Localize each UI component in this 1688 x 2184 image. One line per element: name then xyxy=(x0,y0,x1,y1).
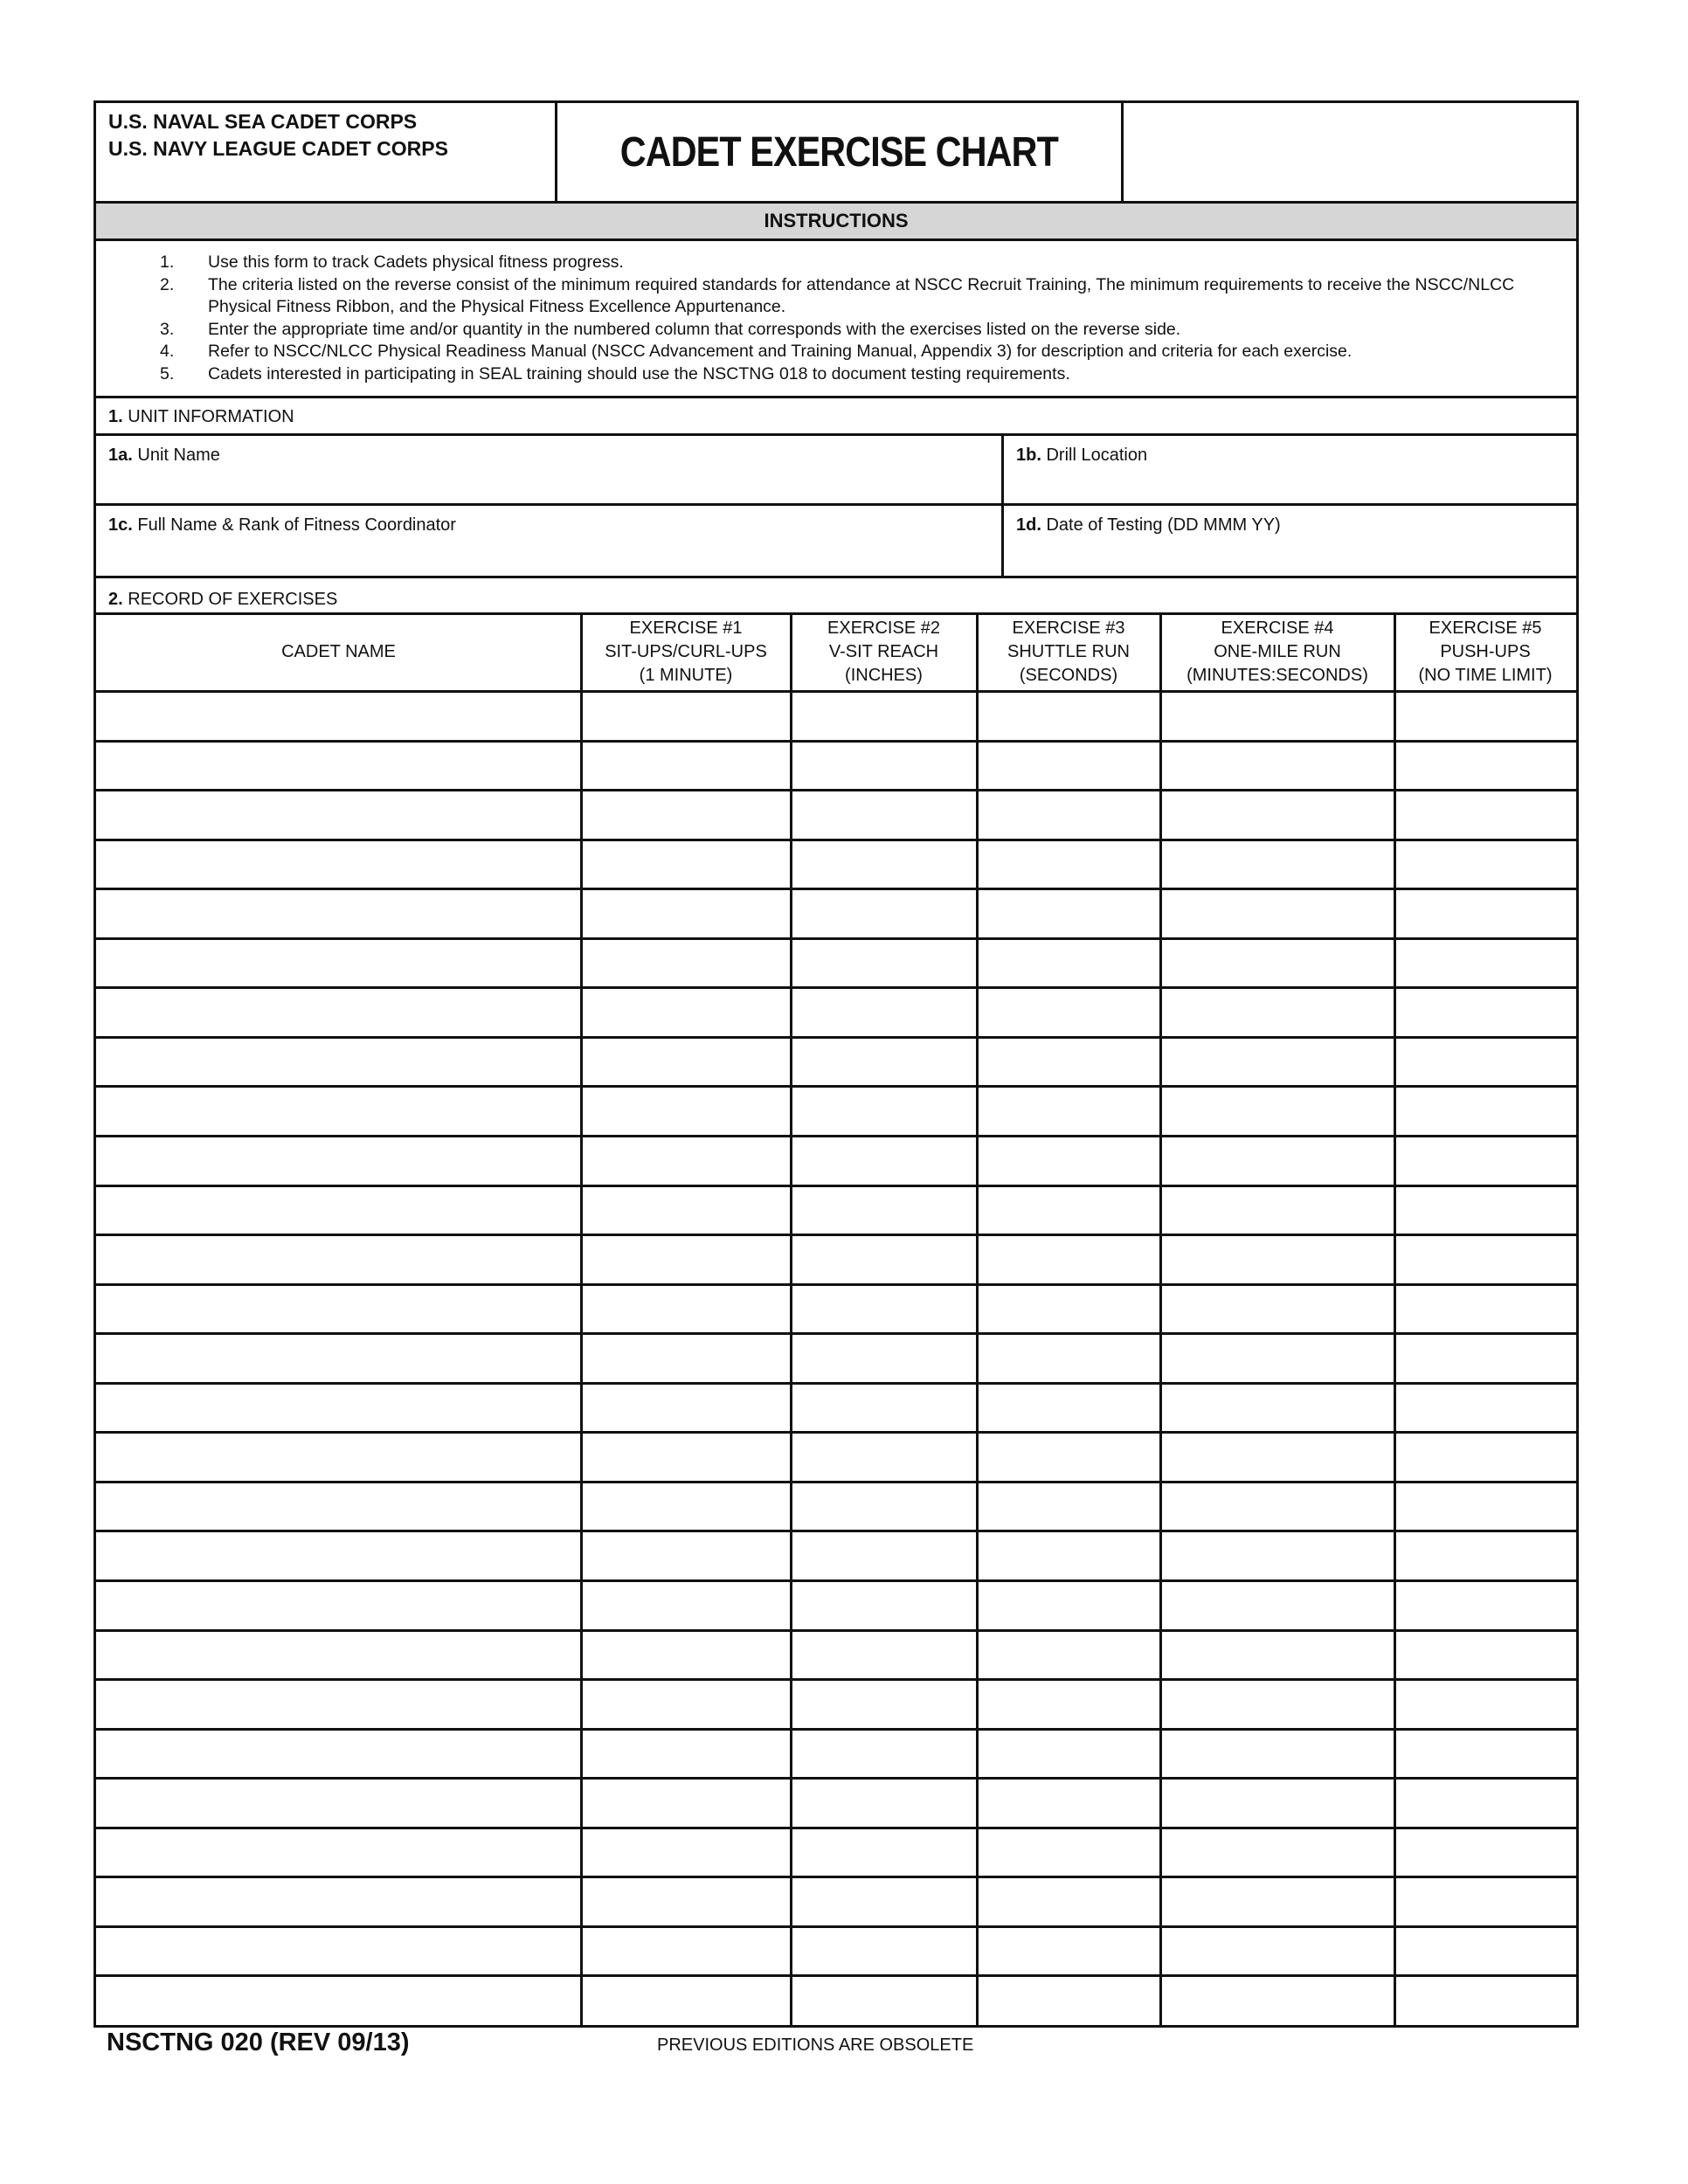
column-divider xyxy=(976,612,979,2025)
table-cell-exercise-4[interactable] xyxy=(1160,790,1394,840)
table-cell-exercise-4[interactable] xyxy=(1160,1630,1394,1680)
table-cell-cadet-name[interactable] xyxy=(96,938,581,988)
table-cell-exercise-2[interactable] xyxy=(791,888,977,938)
table-cell-cadet-name[interactable] xyxy=(96,1876,581,1926)
row-rule xyxy=(96,1332,1576,1335)
table-cell-exercise-1[interactable] xyxy=(581,1234,791,1284)
column-header-line: EXERCISE #5 xyxy=(1429,618,1542,638)
header-rule xyxy=(96,690,1576,693)
table-cell-exercise-2[interactable] xyxy=(791,1729,977,1779)
table-cell-cadet-name[interactable] xyxy=(96,741,581,791)
table-cell-exercise-2[interactable] xyxy=(791,1828,977,1877)
row-rule xyxy=(96,1481,1576,1483)
table-cell-exercise-2[interactable] xyxy=(791,1383,977,1433)
table-cell-exercise-2[interactable] xyxy=(791,1580,977,1630)
table-cell-exercise-3[interactable] xyxy=(977,1383,1160,1433)
row-rule xyxy=(96,789,1576,791)
table-cell-exercise-2[interactable] xyxy=(791,1185,977,1235)
table-cell-exercise-4[interactable] xyxy=(1160,741,1394,791)
section-2-number: 2. xyxy=(108,590,123,609)
table-cell-exercise-2[interactable] xyxy=(791,1136,977,1185)
table-cell-exercise-5[interactable] xyxy=(1394,987,1576,1037)
column-divider xyxy=(1394,612,1396,2025)
instruction-item xyxy=(96,363,1576,386)
instruction-item xyxy=(96,319,1576,342)
table-cell-exercise-1[interactable] xyxy=(581,741,791,791)
table-cell-exercise-2[interactable] xyxy=(791,987,977,1037)
table-cell-exercise-1[interactable] xyxy=(581,1333,791,1383)
column-header-line: (1 MINUTE) xyxy=(639,665,733,685)
column-header-line: EXERCISE #2 xyxy=(827,618,940,638)
table-cell-exercise-3[interactable] xyxy=(977,1136,1160,1185)
table-cell-exercise-2[interactable] xyxy=(791,1284,977,1334)
column-header-exercise-3 xyxy=(977,612,1160,691)
instruction-text: Enter the appropriate time and/or quantity in the numbered column that corresponds with the exercises listed on the reverse side. xyxy=(208,319,1181,339)
row-rule xyxy=(96,1974,1576,1977)
row-rule xyxy=(96,1431,1576,1434)
table-cell-exercise-1[interactable] xyxy=(581,1630,791,1680)
cadet-exercise-form xyxy=(93,100,1579,2028)
table-cell-exercise-4[interactable] xyxy=(1160,1580,1394,1630)
table-cell-exercise-1[interactable] xyxy=(581,1383,791,1433)
form-title: CADET EXERCISE CHART xyxy=(619,129,1059,176)
column-header-line: PUSH-UPS xyxy=(1440,641,1531,661)
table-cell-exercise-5[interactable] xyxy=(1394,1333,1576,1383)
table-cell-exercise-2[interactable] xyxy=(791,1975,977,2025)
column-header-line: (MINUTES:SECONDS) xyxy=(1186,665,1368,685)
table-cell-exercise-3[interactable] xyxy=(977,1482,1160,1531)
table-cell-exercise-4[interactable] xyxy=(1160,1284,1394,1334)
row-rule xyxy=(96,1629,1576,1632)
table-cell-exercise-5[interactable] xyxy=(1394,1185,1576,1235)
instruction-item xyxy=(96,252,1576,274)
table-cell-cadet-name[interactable] xyxy=(96,987,581,1037)
table-cell-exercise-2[interactable] xyxy=(791,1086,977,1136)
row-rule xyxy=(96,1579,1576,1582)
table-cell-exercise-1[interactable] xyxy=(581,1876,791,1926)
row-rule xyxy=(96,1678,1576,1681)
section-2-title xyxy=(108,590,337,610)
table-cell-exercise-3[interactable] xyxy=(977,1630,1160,1680)
row-rule xyxy=(96,1728,1576,1731)
table-cell-exercise-5[interactable] xyxy=(1394,1432,1576,1482)
table-cell-exercise-3[interactable] xyxy=(977,1432,1160,1482)
instruction-item xyxy=(96,274,1576,319)
instruction-text: The criteria listed on the reverse consist of the minimum required standards for attendance at NSCC Recruit Training, The minimum requirements to receive the NSCC/NLCC Physical Fitness Ribbon, and the Physical Fitness Excellence Appurtenance. xyxy=(208,274,1515,316)
column-header-line: V-SIT REACH xyxy=(828,641,939,661)
column-header-line: ONE-MILE RUN xyxy=(1214,641,1341,661)
table-cell-cadet-name[interactable] xyxy=(96,1432,581,1482)
section-1-number: 1. xyxy=(108,407,123,426)
date-of-testing-label: Date of Testing (DD MMM YY) xyxy=(1046,515,1281,535)
instruction-number: 1. xyxy=(160,252,175,272)
table-cell-cadet-name[interactable] xyxy=(96,1926,581,1976)
column-header-line: EXERCISE #3 xyxy=(1012,618,1125,638)
table-cell-exercise-4[interactable] xyxy=(1160,1876,1394,1926)
table-cell-exercise-5[interactable] xyxy=(1394,1778,1576,1828)
column-header-line: (INCHES) xyxy=(845,665,923,685)
table-cell-exercise-5[interactable] xyxy=(1394,938,1576,988)
table-cell-exercise-2[interactable] xyxy=(791,840,977,889)
column-divider xyxy=(580,612,583,2025)
table-cell-exercise-5[interactable] xyxy=(1394,1828,1576,1877)
table-cell-cadet-name[interactable] xyxy=(96,1383,581,1433)
table-cell-exercise-4[interactable] xyxy=(1160,1037,1394,1087)
row-rule xyxy=(96,888,1576,890)
table-cell-exercise-3[interactable] xyxy=(977,1333,1160,1383)
table-cell-exercise-4[interactable] xyxy=(1160,691,1394,741)
table-cell-exercise-1[interactable] xyxy=(581,1679,791,1729)
instruction-text: Use this form to track Cadets physical fitness progress. xyxy=(208,252,624,272)
table-cell-exercise-1[interactable] xyxy=(581,1432,791,1482)
table-cell-exercise-2[interactable] xyxy=(791,790,977,840)
table-cell-exercise-4[interactable] xyxy=(1160,1234,1394,1284)
table-cell-exercise-1[interactable] xyxy=(581,1580,791,1630)
table-cell-exercise-2[interactable] xyxy=(791,1333,977,1383)
table-cell-exercise-3[interactable] xyxy=(977,1828,1160,1877)
instruction-number: 4. xyxy=(160,342,175,361)
table-cell-exercise-3[interactable] xyxy=(977,741,1160,791)
table-cell-exercise-3[interactable] xyxy=(977,1284,1160,1334)
table-cell-exercise-2[interactable] xyxy=(791,1432,977,1482)
form-code: NSCTNG 020 (REV 09/13) xyxy=(107,2028,410,2056)
instruction-item xyxy=(96,341,1576,363)
instructions-block xyxy=(96,252,1576,385)
table-cell-exercise-3[interactable] xyxy=(977,1926,1160,1976)
table-cell-exercise-4[interactable] xyxy=(1160,1432,1394,1482)
table-cell-exercise-4[interactable] xyxy=(1160,1926,1394,1976)
table-cell-exercise-5[interactable] xyxy=(1394,691,1576,741)
table-cell-exercise-3[interactable] xyxy=(977,790,1160,840)
instruction-number: 2. xyxy=(160,274,175,294)
table-cell-exercise-1[interactable] xyxy=(581,1037,791,1087)
table-cell-exercise-5[interactable] xyxy=(1394,1383,1576,1433)
column-divider xyxy=(1159,612,1162,2025)
table-cell-exercise-4[interactable] xyxy=(1160,1729,1394,1779)
rule xyxy=(96,396,1576,398)
row-rule xyxy=(96,1085,1576,1088)
table-cell-exercise-5[interactable] xyxy=(1394,840,1576,889)
table-cell-exercise-4[interactable] xyxy=(1160,1086,1394,1136)
table-cell-exercise-1[interactable] xyxy=(581,1828,791,1877)
table-cell-exercise-5[interactable] xyxy=(1394,1630,1576,1680)
row-rule xyxy=(96,1234,1576,1236)
table-cell-exercise-5[interactable] xyxy=(1394,1926,1576,1976)
table-cell-exercise-3[interactable] xyxy=(977,1679,1160,1729)
table-cell-exercise-5[interactable] xyxy=(1394,888,1576,938)
exercise-table xyxy=(96,612,1576,2025)
table-cell-cadet-name[interactable] xyxy=(96,691,581,741)
title-box xyxy=(557,103,1121,202)
table-cell-exercise-1[interactable] xyxy=(581,987,791,1037)
table-cell-cadet-name[interactable] xyxy=(96,888,581,938)
instruction-number: 5. xyxy=(160,363,175,384)
column-header-line: SHUTTLE RUN xyxy=(1007,641,1130,661)
date-of-testing-number: 1d. xyxy=(1016,515,1041,535)
table-cell-exercise-2[interactable] xyxy=(791,938,977,988)
table-cell-exercise-5[interactable] xyxy=(1394,790,1576,840)
table-cell-exercise-5[interactable] xyxy=(1394,1136,1576,1185)
row-rule xyxy=(96,1827,1576,1829)
row-rule xyxy=(96,839,1576,841)
row-rule xyxy=(96,1876,1576,1878)
table-cell-exercise-2[interactable] xyxy=(791,1531,977,1580)
table-cell-exercise-4[interactable] xyxy=(1160,1975,1394,2025)
table-cell-exercise-5[interactable] xyxy=(1394,1975,1576,2025)
table-cell-exercise-5[interactable] xyxy=(1394,1531,1576,1580)
org-line-1: U.S. NAVAL SEA CADET CORPS xyxy=(108,110,418,133)
table-cell-cadet-name[interactable] xyxy=(96,1185,581,1235)
table-cell-exercise-2[interactable] xyxy=(791,1482,977,1531)
table-cell-cadet-name[interactable] xyxy=(96,1630,581,1680)
table-cell-exercise-2[interactable] xyxy=(791,1630,977,1680)
table-cell-cadet-name[interactable] xyxy=(96,1333,581,1383)
instructions-heading: INSTRUCTIONS xyxy=(96,204,1576,238)
table-cell-exercise-4[interactable] xyxy=(1160,888,1394,938)
table-cell-exercise-2[interactable] xyxy=(791,1926,977,1976)
row-rule xyxy=(96,1382,1576,1385)
table-cell-exercise-5[interactable] xyxy=(1394,1580,1576,1630)
rule xyxy=(96,238,1576,241)
table-cell-exercise-1[interactable] xyxy=(581,790,791,840)
column-header-line: (SECONDS) xyxy=(1019,665,1118,685)
table-cell-cadet-name[interactable] xyxy=(96,1679,581,1729)
column-header-line: CADET NAME xyxy=(281,641,396,661)
table-cell-cadet-name[interactable] xyxy=(96,1086,581,1136)
section-1-title xyxy=(108,407,294,427)
header-blank-box xyxy=(1124,103,1576,202)
row-rule xyxy=(96,1185,1576,1187)
table-cell-exercise-3[interactable] xyxy=(977,691,1160,741)
coordinator-field[interactable] xyxy=(96,506,1001,576)
drill-location-label: Drill Location xyxy=(1046,446,1148,465)
table-cell-exercise-4[interactable] xyxy=(1160,1136,1394,1185)
column-header-exercise-5 xyxy=(1394,612,1576,691)
row-rule xyxy=(96,1530,1576,1532)
section-1-label: UNIT INFORMATION xyxy=(128,407,294,426)
table-cell-exercise-1[interactable] xyxy=(581,888,791,938)
table-cell-exercise-4[interactable] xyxy=(1160,840,1394,889)
table-cell-exercise-1[interactable] xyxy=(581,840,791,889)
table-cell-exercise-5[interactable] xyxy=(1394,1086,1576,1136)
table-cell-exercise-4[interactable] xyxy=(1160,1828,1394,1877)
table-cell-cadet-name[interactable] xyxy=(96,1828,581,1877)
table-cell-exercise-1[interactable] xyxy=(581,1778,791,1828)
column-header-line: EXERCISE #4 xyxy=(1221,618,1334,638)
unit-name-field[interactable] xyxy=(96,436,1001,503)
table-cell-exercise-2[interactable] xyxy=(791,1679,977,1729)
table-cell-exercise-3[interactable] xyxy=(977,1975,1160,2025)
row-rule xyxy=(96,1777,1576,1780)
row-rule xyxy=(96,1135,1576,1137)
table-cell-exercise-4[interactable] xyxy=(1160,938,1394,988)
table-cell-cadet-name[interactable] xyxy=(96,1580,581,1630)
coordinator-number: 1c. xyxy=(108,515,133,535)
table-cell-exercise-4[interactable] xyxy=(1160,1531,1394,1580)
coordinator-label: Full Name & Rank of Fitness Coordinator xyxy=(137,515,456,535)
table-cell-cadet-name[interactable] xyxy=(96,1482,581,1531)
table-cell-exercise-2[interactable] xyxy=(791,691,977,741)
table-cell-exercise-1[interactable] xyxy=(581,1926,791,1976)
table-cell-exercise-4[interactable] xyxy=(1160,1778,1394,1828)
row-rule xyxy=(96,1036,1576,1039)
table-cell-cadet-name[interactable] xyxy=(96,1234,581,1284)
table-cell-exercise-3[interactable] xyxy=(977,888,1160,938)
table-cell-exercise-5[interactable] xyxy=(1394,1037,1576,1087)
unit-name-label: Unit Name xyxy=(137,446,220,465)
table-cell-exercise-4[interactable] xyxy=(1160,1482,1394,1531)
table-cell-exercise-3[interactable] xyxy=(977,938,1160,988)
table-cell-exercise-3[interactable] xyxy=(977,840,1160,889)
table-cell-cadet-name[interactable] xyxy=(96,1975,581,2025)
table-cell-cadet-name[interactable] xyxy=(96,1136,581,1185)
table-cell-cadet-name[interactable] xyxy=(96,1778,581,1828)
table-cell-exercise-3[interactable] xyxy=(977,1580,1160,1630)
table-cell-exercise-5[interactable] xyxy=(1394,1679,1576,1729)
table-cell-exercise-4[interactable] xyxy=(1160,987,1394,1037)
table-cell-exercise-2[interactable] xyxy=(791,1876,977,1926)
table-cell-exercise-2[interactable] xyxy=(791,1778,977,1828)
instructions-list xyxy=(96,252,1576,385)
row-rule xyxy=(96,986,1576,989)
table-cell-exercise-1[interactable] xyxy=(581,1729,791,1779)
table-cell-exercise-1[interactable] xyxy=(581,1975,791,2025)
column-divider xyxy=(790,612,792,2025)
table-cell-cadet-name[interactable] xyxy=(96,790,581,840)
table-cell-exercise-2[interactable] xyxy=(791,1234,977,1284)
table-cell-exercise-1[interactable] xyxy=(581,1531,791,1580)
drill-location-field[interactable] xyxy=(1004,436,1576,503)
table-cell-cadet-name[interactable] xyxy=(96,840,581,889)
row-rule xyxy=(96,1925,1576,1928)
table-cell-exercise-1[interactable] xyxy=(581,1086,791,1136)
date-of-testing-field[interactable] xyxy=(1004,506,1576,576)
row-rule xyxy=(96,1283,1576,1286)
table-cell-exercise-3[interactable] xyxy=(977,1729,1160,1779)
drill-location-number: 1b. xyxy=(1016,446,1041,465)
table-cell-exercise-3[interactable] xyxy=(977,1086,1160,1136)
column-header-line: EXERCISE #1 xyxy=(629,618,743,638)
column-header-exercise-1 xyxy=(581,612,791,691)
rule xyxy=(96,576,1576,578)
table-cell-exercise-4[interactable] xyxy=(1160,1185,1394,1235)
section-2-label: RECORD OF EXERCISES xyxy=(128,590,338,609)
table-cell-exercise-5[interactable] xyxy=(1394,1284,1576,1334)
table-cell-exercise-1[interactable] xyxy=(581,1136,791,1185)
column-header-line: SIT-UPS/CURL-UPS xyxy=(605,641,767,661)
instruction-text: Cadets interested in participating in SEAL training should use the NSCTNG 018 to document testing requirements. xyxy=(208,363,1070,384)
table-cell-exercise-5[interactable] xyxy=(1394,1482,1576,1531)
table-cell-cadet-name[interactable] xyxy=(96,1284,581,1334)
table-cell-cadet-name[interactable] xyxy=(96,1531,581,1580)
table-cell-exercise-1[interactable] xyxy=(581,938,791,988)
org-line-2: U.S. NAVY LEAGUE CADET CORPS xyxy=(108,137,448,160)
table-cell-exercise-4[interactable] xyxy=(1160,1333,1394,1383)
table-cell-exercise-5[interactable] xyxy=(1394,1234,1576,1284)
table-cell-exercise-1[interactable] xyxy=(581,1284,791,1334)
table-cell-exercise-4[interactable] xyxy=(1160,1383,1394,1433)
table-cell-exercise-3[interactable] xyxy=(977,1531,1160,1580)
table-cell-exercise-3[interactable] xyxy=(977,1778,1160,1828)
column-header-cadet-name xyxy=(96,612,581,691)
column-header-exercise-2 xyxy=(791,612,977,691)
table-cell-cadet-name[interactable] xyxy=(96,1729,581,1779)
table-cell-exercise-3[interactable] xyxy=(977,1185,1160,1235)
table-cell-exercise-5[interactable] xyxy=(1394,1729,1576,1779)
table-cell-exercise-1[interactable] xyxy=(581,691,791,741)
column-header-line: (NO TIME LIMIT) xyxy=(1418,665,1553,685)
column-header-exercise-4 xyxy=(1160,612,1394,691)
org-block xyxy=(108,108,545,162)
unit-name-number: 1a. xyxy=(108,446,133,465)
table-cell-exercise-3[interactable] xyxy=(977,1037,1160,1087)
row-rule xyxy=(96,740,1576,743)
table-cell-exercise-1[interactable] xyxy=(581,1185,791,1235)
table-cell-exercise-4[interactable] xyxy=(1160,1679,1394,1729)
table-cell-exercise-3[interactable] xyxy=(977,987,1160,1037)
table-cell-exercise-5[interactable] xyxy=(1394,741,1576,791)
table-cell-exercise-1[interactable] xyxy=(581,1482,791,1531)
table-cell-exercise-2[interactable] xyxy=(791,1037,977,1087)
table-cell-exercise-3[interactable] xyxy=(977,1876,1160,1926)
obsolete-note: PREVIOUS EDITIONS ARE OBSOLETE xyxy=(657,2035,974,2055)
instruction-text: Refer to NSCC/NLCC Physical Readiness Manual (NSCC Advancement and Training Manual, Appendix 3) for description and criteria for each exercise. xyxy=(208,342,1352,361)
table-cell-exercise-3[interactable] xyxy=(977,1234,1160,1284)
table-cell-exercise-2[interactable] xyxy=(791,741,977,791)
table-cell-cadet-name[interactable] xyxy=(96,1037,581,1087)
instruction-number: 3. xyxy=(160,319,175,339)
row-rule xyxy=(96,937,1576,940)
table-cell-exercise-5[interactable] xyxy=(1394,1876,1576,1926)
